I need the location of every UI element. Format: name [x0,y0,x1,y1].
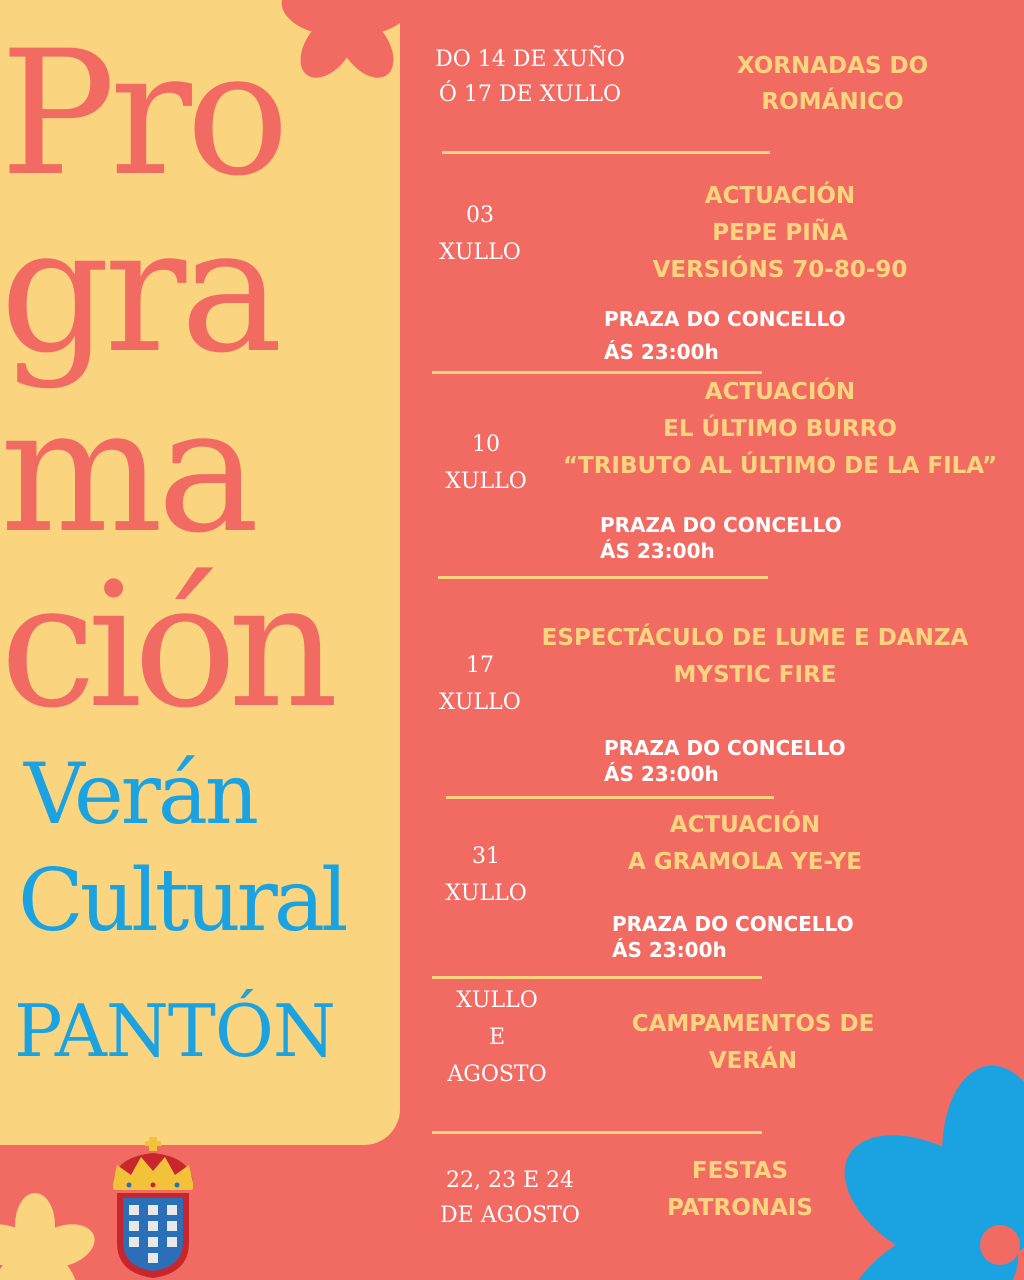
separator [432,1131,762,1134]
event-title: FESTAS PATRONAIS [667,1158,813,1221]
title-line-3: ma [0,370,254,571]
event-title: ACTUACIÓN PEPE PIÑA VERSIÓNS 70-80-90 [652,183,908,283]
event-title: ACTUACIÓN EL ÚLTIMO BURRO “TRIBUTO AL ÚLTIMO DE LA FILA” [562,379,998,479]
separator [442,151,770,154]
title-line-2: gra [0,190,277,391]
event-date: 03 XULLO [439,203,521,265]
subtitle-veran: Verán [24,745,256,843]
event-date: 31 XULLO [445,844,527,906]
event-date: 17 XULLO [439,653,521,715]
title-line-4: ción [0,545,330,746]
event-date: DO 14 DE XUÑO Ó 17 DE XULLO [435,47,625,107]
flower-icon [840,1060,1024,1280]
event-venue: PRAZA DO CONCELLO ÁS 23:00h [600,513,842,563]
event-title: ESPECTÁCULO DE LUME E DANZA MYSTIC FIRE [541,625,969,688]
event-date: 22, 23 E 24 DE AGOSTO [440,1168,580,1228]
flower-icon [0,1185,100,1280]
event-venue: PRAZA DO CONCELLO ÁS 23:00h [612,912,854,962]
event-venue: PRAZA DO CONCELLO ÁS 23:00h [604,307,846,364]
coat-of-arms-icon [105,1135,201,1280]
event-title: ACTUACIÓN A GRAMOLA YE-YE [628,812,862,875]
flower-icon [262,0,432,110]
separator [438,576,768,579]
title-line-1: Pro [0,13,284,214]
event-title: CAMPAMENTOS DE VERÁN [631,1011,875,1074]
event-title: XORNADAS DO ROMÁNICO [736,53,929,115]
separator [432,976,762,979]
event-date: 10 XULLO [445,432,527,494]
event-date: XULLO E AGOSTO [447,988,547,1087]
subtitle-place: PANTÓN [14,989,335,1073]
event-venue: PRAZA DO CONCELLO ÁS 23:00h [604,736,846,786]
subtitle-cultural: Cultural [18,851,345,951]
separator [446,796,774,799]
